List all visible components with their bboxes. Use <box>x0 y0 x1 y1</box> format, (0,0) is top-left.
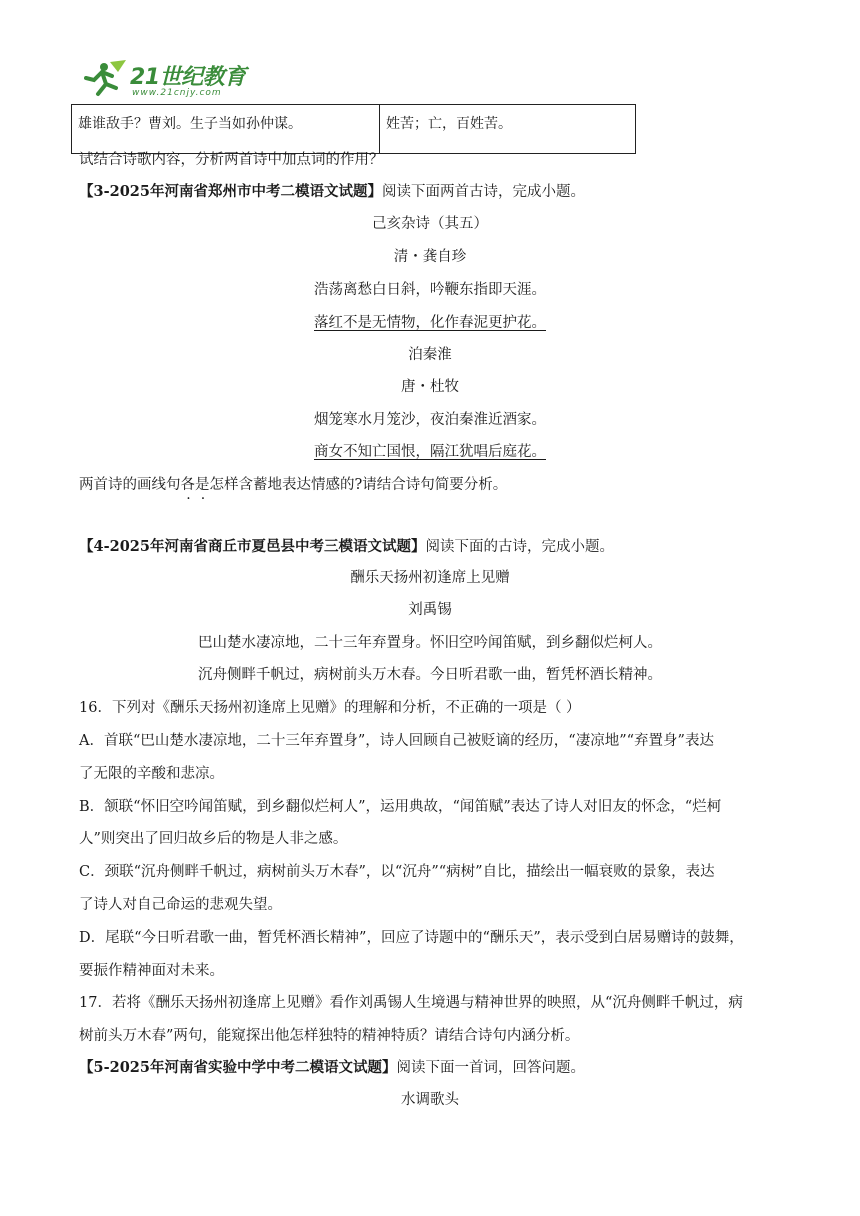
poem-1-line-2-wrap <box>0 313 860 333</box>
section-3-instruction: 阅读下面两首古诗，完成小题。 <box>381 184 585 200</box>
publisher-logo <box>80 58 260 104</box>
option-b-line-1: B．颔联“怀旧空吟闻笛赋，到乡翻似烂柯人”，运用典故，“闻笛赋”表达了诗人对旧友的怀念，“烂柯 <box>79 799 722 815</box>
question-16: 16．下列对《酬乐天扬州初逢席上见赠》的理解和分析，不正确的一项是（ ） <box>79 700 581 716</box>
poem-3-line-2: 沉舟侧畔千帆过，病树前头万木春。今日听君歌一曲，暂凭杯酒长精神。 <box>198 667 662 683</box>
option-c-line-1: C．颈联“沉舟侧畔千帆过，病树前头万木春”，以“沉舟”“病树”自比，描绘出一幅衰败的景象，表达 <box>79 864 715 880</box>
logo-brand-text: 21世纪教育 <box>130 65 246 90</box>
comparison-table <box>71 104 636 154</box>
option-b-line-2: 人”则突出了回归故乡后的物是人非之感。 <box>79 831 348 847</box>
logo-url-text: www.21cnjy.com <box>132 88 222 98</box>
poem-2-line-2: 商女不知亡国恨，隔江犹唱后庭花。 <box>314 444 546 460</box>
question-17-line-1: 17．若将《酬乐天扬州初逢席上见赠》看作刘禹锡人生境遇与精神世界的映照，从“沉舟侧畔千帆过，病 <box>79 995 743 1011</box>
q3-part-a: 两首诗的画线句 <box>79 477 181 493</box>
poem-2-author: 唐・杜牧 <box>401 379 459 395</box>
section-5-source: 【5-2025年河南省实验中学中考二模语文试题】 <box>79 1059 397 1076</box>
section-3-source: 【3-2025年河南省郑州市中考二模语文试题】 <box>79 183 382 200</box>
q3-dotted-char-2: 是 <box>195 477 210 493</box>
option-d-line-1: D．尾联“今日听君歌一曲，暂凭杯酒长精神”，回应了诗题中的“酬乐天”，表示受到白居易赠诗的鼓舞， <box>79 930 744 946</box>
poem-1-author: 清・龚自珍 <box>393 249 467 265</box>
poem-2-line-1: 烟笼寒水月笼沙，夜泊秦淮近酒家。 <box>314 412 546 428</box>
option-c-line-2: 了诗人对自己命运的悲观失望。 <box>79 897 282 913</box>
option-a-line-2: 了无限的辛酸和悲凉。 <box>79 766 224 782</box>
previous-question: 试结合诗歌内容，分析两首诗中加点词的作用？ <box>79 152 384 168</box>
section-4-instruction: 阅读下面的古诗，完成小题。 <box>425 539 614 555</box>
section-5-heading <box>79 1058 585 1078</box>
poem-3-title: 酬乐天扬州初逢席上见赠 <box>350 570 510 586</box>
poem-2-line-2-wrap <box>0 442 860 462</box>
poem-4-title: 水调歌头 <box>401 1092 459 1108</box>
poem-1-title: 己亥杂诗（其五） <box>372 216 488 232</box>
poem-3-line-1: 巴山楚水凄凉地，二十三年弃置身。怀旧空吟闻笛赋，到乡翻似烂柯人。 <box>198 635 662 651</box>
option-a-line-1: A．首联“巴山楚水凄凉地，二十三年弃置身”，诗人回顾自己被贬谪的经历，“凄凉地”“弃置身”表达 <box>79 733 714 749</box>
question-17-line-2: 树前头万木春”两句，能窥探出他怎样独特的精神特质？请结合诗句内涵分析。 <box>79 1028 580 1044</box>
runner-icon <box>80 58 128 102</box>
section-4-source: 【4-2025年河南省商丘市夏邑县中考三模语文试题】 <box>79 538 426 555</box>
table-cell-right: 姓苦；亡，百姓苦。 <box>380 105 636 154</box>
section-4-heading <box>79 537 614 557</box>
option-d-line-2: 要振作精神面对未来。 <box>79 963 224 979</box>
poem-2-title: 泊秦淮 <box>408 347 452 363</box>
table-row <box>72 105 636 154</box>
poem-3-author: 刘禹锡 <box>408 602 452 618</box>
poem-1-line-2: 落红不是无情物，化作春泥更护花。 <box>314 315 546 331</box>
q3-part-b: 怎样含蓄地表达情感的?请结合诗句简要分析。 <box>209 477 508 493</box>
section-3-question <box>79 475 507 495</box>
table-cell-left: 雄谁敌手？曹刘。生子当如孙仲谋。 <box>72 105 380 154</box>
poem-1-line-1: 浩荡离愁白日斜，吟鞭东指即天涯。 <box>314 282 546 298</box>
q3-dotted-char-1: 各 <box>180 477 195 493</box>
section-5-instruction: 阅读下面一首词，回答问题。 <box>396 1060 585 1076</box>
section-3-heading <box>79 182 585 202</box>
